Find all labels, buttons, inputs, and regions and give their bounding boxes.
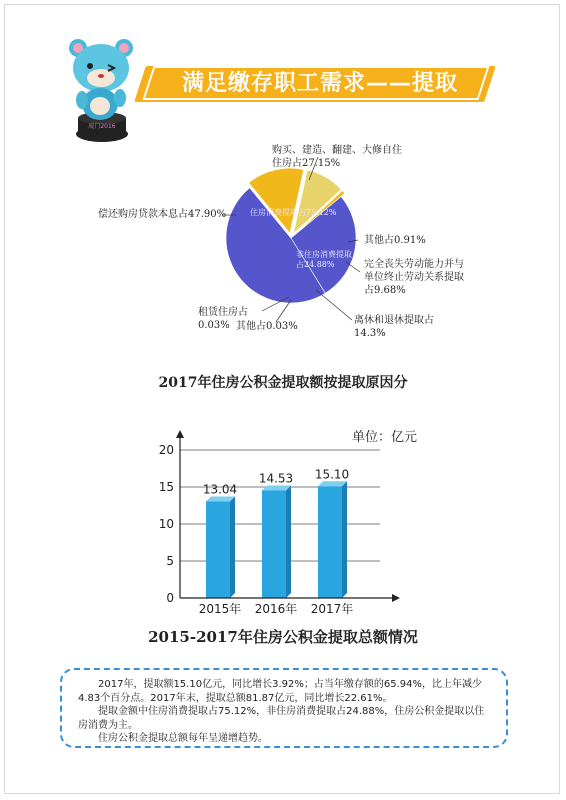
summary-paragraph: 住房公积金提取总额每年呈递增趋势。	[98, 733, 268, 744]
bar-top	[262, 485, 291, 490]
y-tick-label: 10	[158, 517, 174, 531]
bar-chart	[140, 420, 420, 620]
bar-chart-unit: 单位：亿元	[352, 430, 418, 445]
banner-title: 满足缴存职工需求——提取	[181, 71, 458, 96]
bar-top	[206, 497, 235, 502]
y-axis-arrow	[176, 430, 184, 438]
pie-label-retire: 离休和退休提取占14.3%	[354, 315, 434, 339]
bar-side	[342, 481, 347, 598]
y-tick-label: 20	[158, 443, 174, 457]
summary-paragraph: 2017年，提取额15.10亿元，同比增长3.92%；占当年缴存额的65.94%，比上年减少4.83个百分点。2017年末，提取总额81.87亿元，同比增长22.61%。	[78, 679, 482, 704]
pie-label-purchase: 购买、建造、翻建、大修自住住房占27.15%	[272, 145, 402, 169]
bar	[318, 486, 342, 598]
pie-label-disability: 完全丧失劳动能力并与单位终止劳动关系提取占9.68%	[364, 259, 464, 296]
bar-value-label: 15.10	[314, 467, 350, 482]
x-tick-label: 2017年	[310, 602, 354, 616]
bar-side	[286, 485, 291, 598]
pie-inner-label-non-consumption: 非住房消费提取占24.88%	[296, 250, 352, 269]
summary-note-box	[60, 668, 508, 748]
x-axis-arrow	[392, 594, 400, 602]
x-tick-label: 2016年	[254, 602, 298, 616]
bar-value-label: 14.53	[258, 471, 294, 486]
bar-top	[318, 481, 347, 486]
pie-label-rent: 租赁住房占0.03%	[198, 307, 248, 331]
bar-side	[230, 497, 235, 598]
y-tick-label: 0	[166, 591, 174, 605]
leader-other-a	[276, 300, 291, 322]
summary-paragraph: 提取金额中住房消费提取占75.12%，非住房消费提取占24.88%，住房公积金提取以住房消费为主。	[78, 706, 485, 731]
mascot-illustration	[60, 34, 140, 144]
leader-retire	[316, 290, 352, 320]
bar-value-label: 13.04	[202, 482, 238, 497]
pie-label-other-a: 其他占0.03%	[236, 321, 298, 332]
pie-label-other-b: 其他占0.91%	[364, 235, 426, 246]
bar	[206, 502, 230, 598]
mascot-base-text: 厦门2016	[88, 123, 116, 130]
y-tick-label: 15	[158, 480, 174, 494]
bar	[262, 490, 286, 598]
pie-inner-label-consumption: 住房消费提取占75.12%	[250, 208, 337, 217]
pie-label-loan: 偿还购房贷款本息占47.90%	[98, 209, 227, 220]
y-tick-label: 5	[166, 554, 174, 568]
bar-chart-title: 2015-2017年住房公积金提取总额情况	[148, 628, 418, 646]
pie-chart-title: 2017年住房公积金提取额按提取原因分	[158, 375, 408, 391]
x-tick-label: 2015年	[198, 602, 242, 616]
